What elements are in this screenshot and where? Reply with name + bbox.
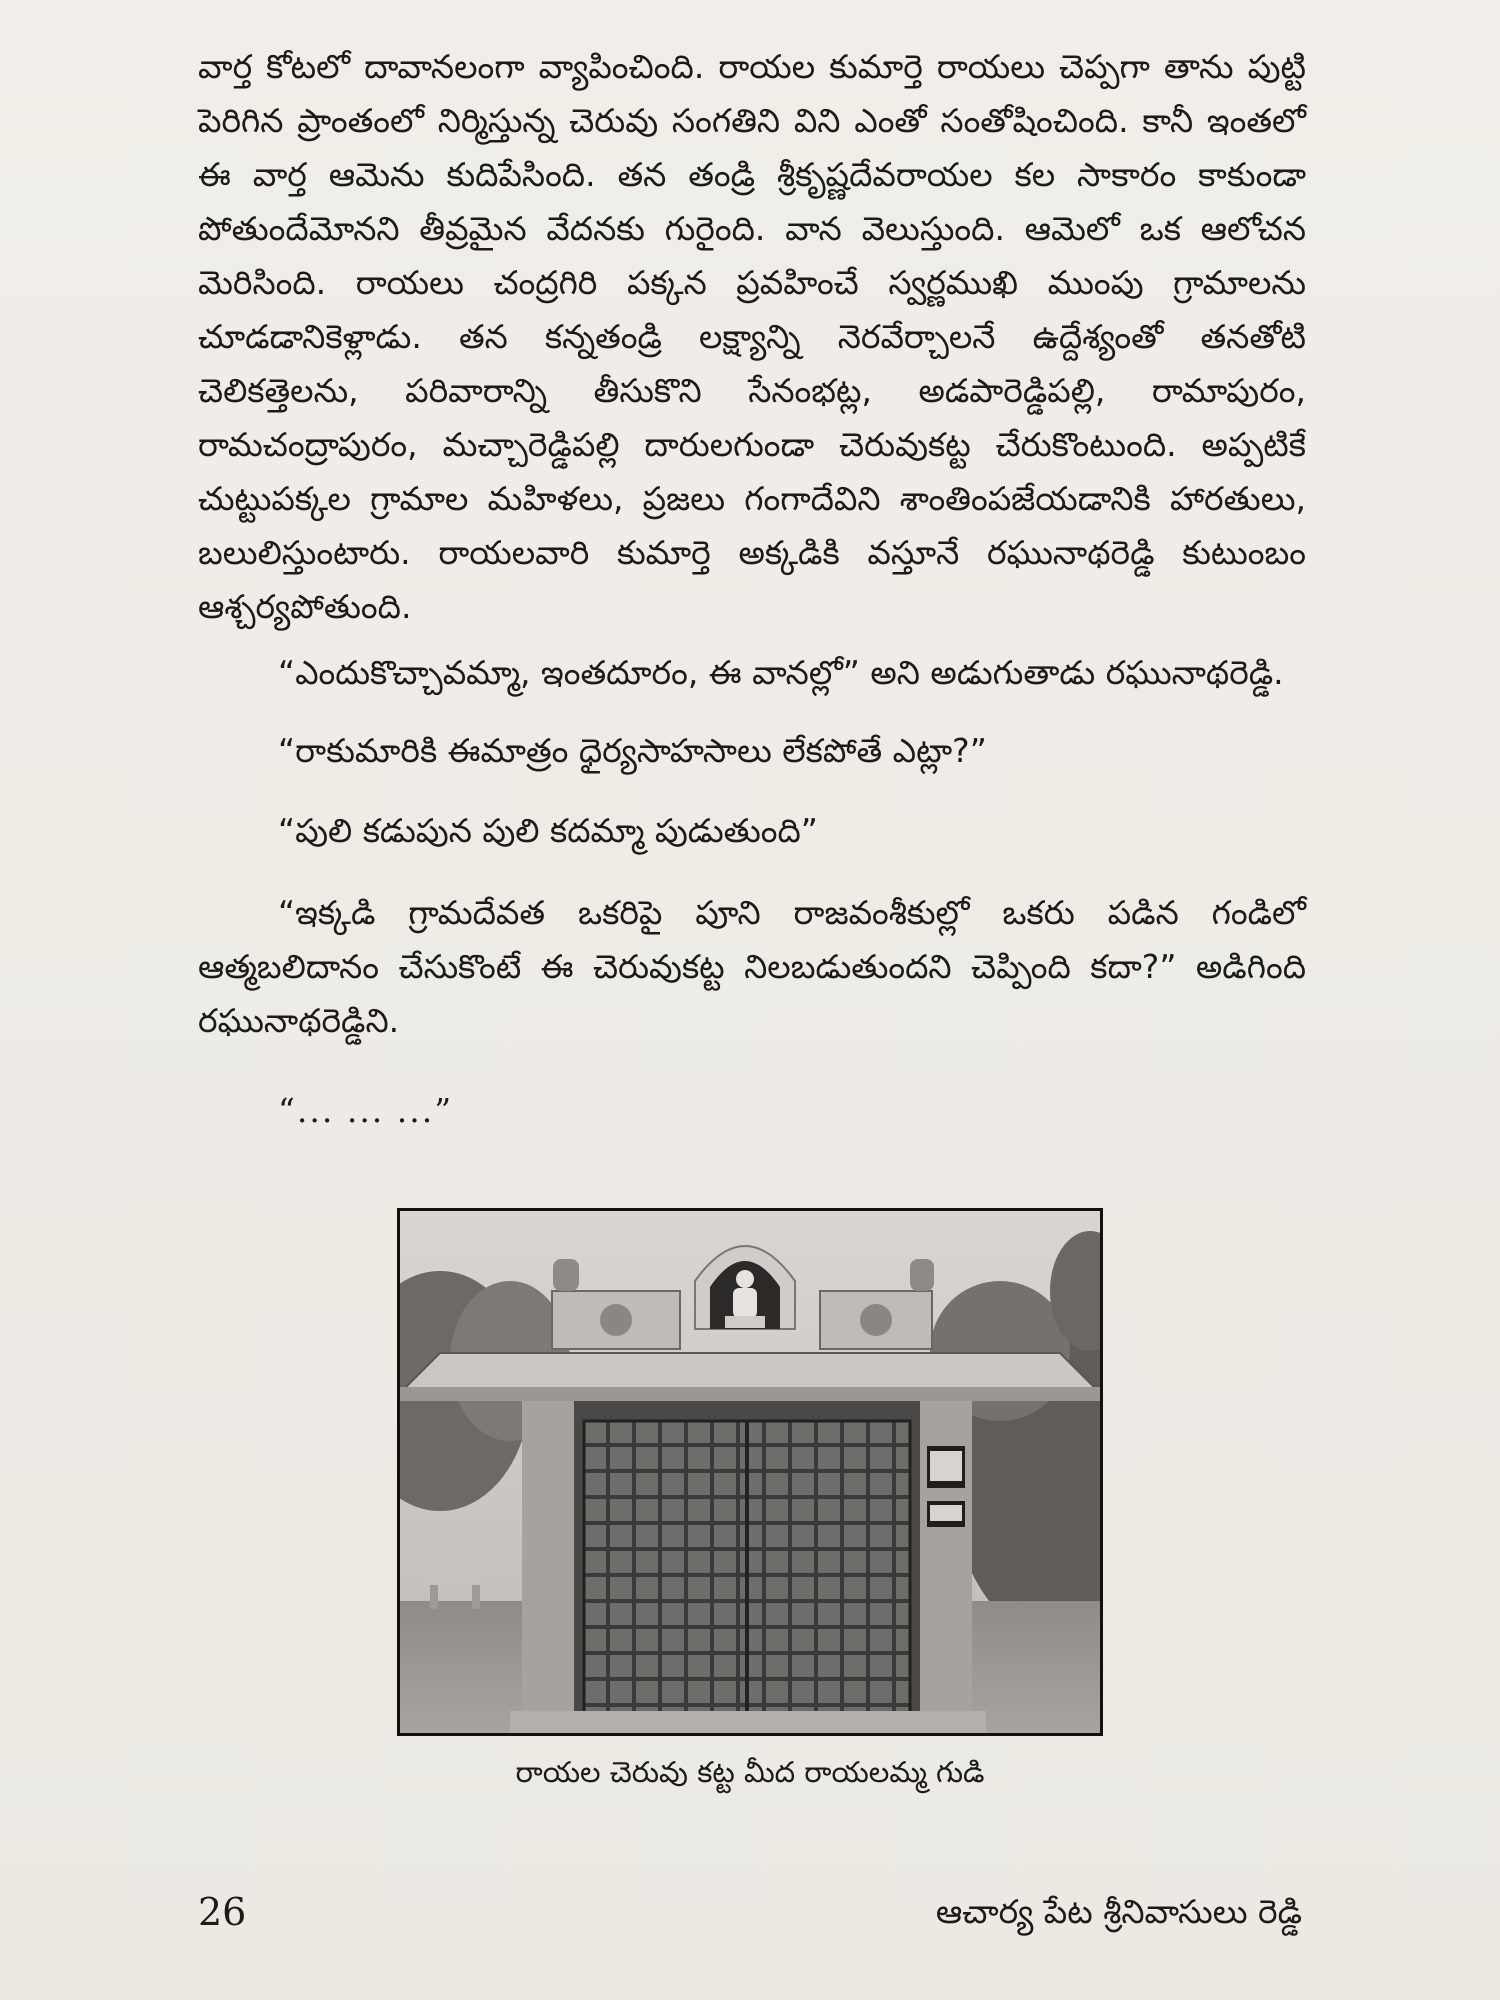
body-text (198, 40, 1306, 1138)
dialogue-line: “ఎందుకొచ్చావమ్మా, ఇంతదూరం, ఈ వానల్లో” అని అడుగుతాడు రఘునాథరెడ్డి. (278, 653, 1284, 692)
figure-caption: రాయల చెరువు కట్ట మీద రాయలమ్మ గుడి (515, 1755, 985, 1789)
paragraph: వార్త కోటలో దావానలంగా వ్యాపించింది. రాయల కుమార్తె రాయలు చెప్పగా తాను పుట్టి పెరిగిన ప్రాంతంలో నిర్మిస్తున్న చెరువు సంగతిని విని ఎంతో సంతోషించింది. కానీ ఇంతలో ఈ వార్త ఆమెను కుదిపేసింది. తన తండ్రి శ్రీకృష్ణదేవరాయల కల సాకారం కాకుండా పోతుందేమోనని తీవ్రమైన వేదనకు గురైంది. వాన వెలుస్తుంది. ఆమెలో ఒక ఆలోచన మెరిసింది. రాయలు చంద్రగిరి పక్కన ప్రవహించే స్వర్ణముఖి ముంపు గ్రామాలను చూడడానికెళ్లాడు. తన కన్నతండ్రి లక్ష్యాన్ని నెరవేర్చాలనే ఉద్దేశ్యంతో తనతోటి చెలికత్తెలను, పరివారాన్ని తీసుకొని సేనంభట్ల, అడపారెడ్డిపల్లి, రామాపురం, రామచంద్రాపురం, మచ్చారెడ్డిపల్లి దారులగుండా చెరువుకట్ట చేరుకొంటుంది. అప్పటికే చుట్టుపక్కల గ్రామాల మహిళలు, ప్రజలు గంగాదేవిని శాంతింపజేయడానికి హారతులు, బలులిస్తుంటారు. రాయలవారి కుమార్తె అక్కడికి వస్తూనే రఘునాథరెడ్డి కుటుంబం ఆశ్చర్యపోతుంది. (198, 47, 1306, 626)
dialogue-line: “పులి కడుపున పులి కదమ్మా పుడుతుంది” (278, 811, 818, 850)
ellipsis-line: “... ... ...” (278, 1091, 454, 1130)
page-number: 26 (198, 1890, 247, 1934)
running-footer-author: ఆచార్య పేట శ్రీనివాసులు రెడ్డి (935, 1892, 1302, 1931)
dialogue-line: “ఇక్కడి గ్రామదేవత ఒకరిపై పూని రాజవంశీకుల్లో ఒకరు పడిన గండిలో ఆత్మబలిదానం చేసుకొంటే ఈ చెరువుకట్ట నిలబడుతుందని చెప్పింది కదా?” అడిగింది రఘునాథరెడ్డిని. (198, 893, 1306, 1040)
temple-photo (397, 1208, 1103, 1736)
dialogue-line: “రాకుమారికి ఈమాత్రం ధైర్యసాహసాలు లేకపోతే ఎట్లా?” (278, 731, 987, 770)
